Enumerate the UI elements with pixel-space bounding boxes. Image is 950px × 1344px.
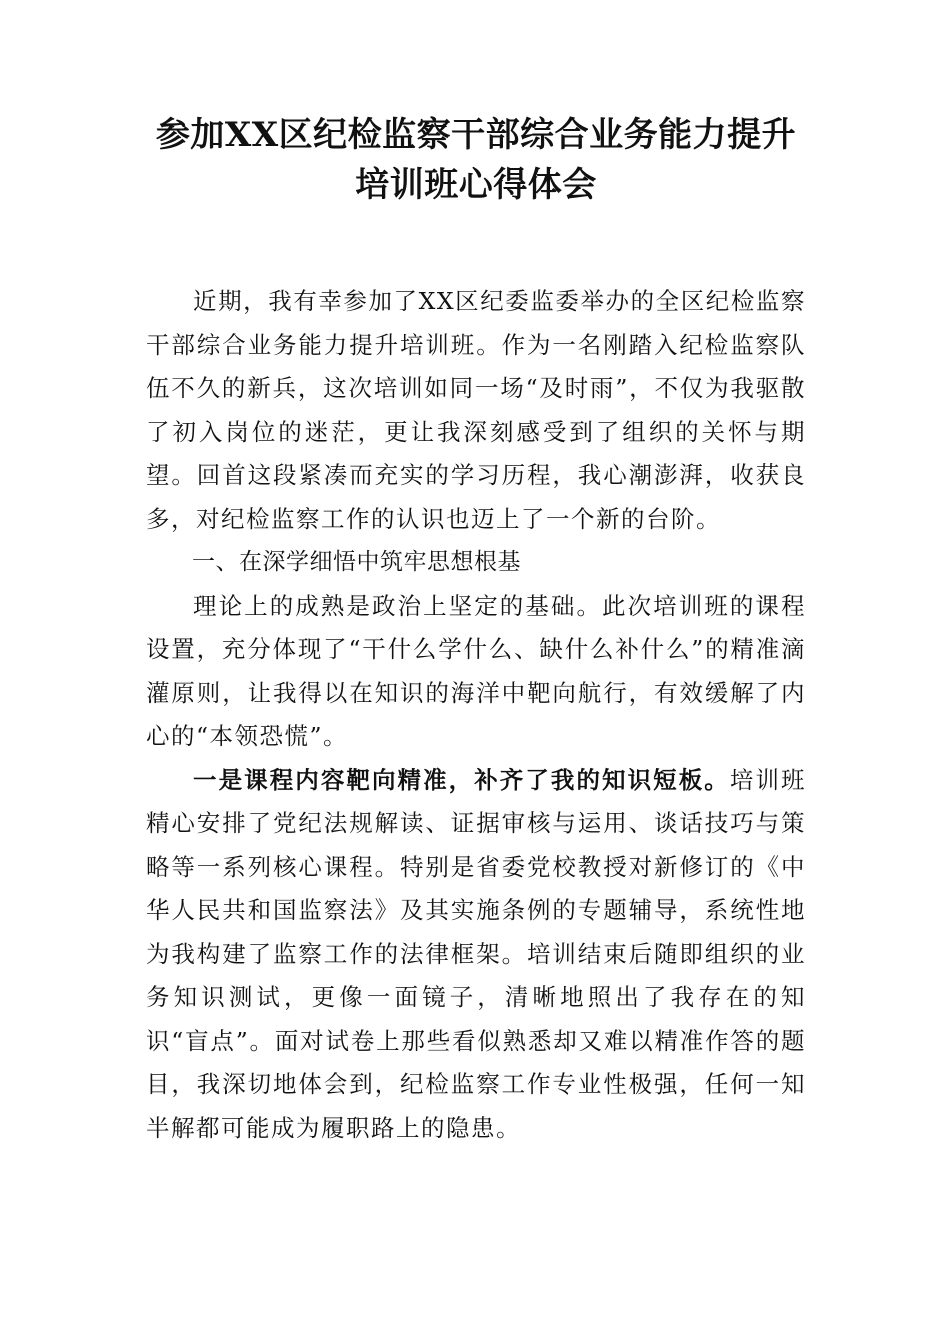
paragraph-intro: [146, 280, 806, 541]
title-line-2: 培训班心得体会: [355, 165, 597, 205]
section-heading-1-text: 一、在深学细悟中筑牢思想根基: [192, 549, 521, 575]
paragraph-course-lead: 一是课程内容靶向精准，补齐了我的知识短板。: [193, 765, 730, 794]
paragraph-theory: [146, 585, 806, 759]
paragraph-intro-text: 近期，我有幸参加了XX区纪委监委举办的全区纪检监察干部综合业务能力提升培训班。作为一名刚踏入纪检监察队伍不久的新兵，这次培训如同一场“及时雨”，不仅为我驱散了初入岗位的迷茫，更让我深刻感受到了组织的关怀与期望。回首这段紧凑而充实的学习历程，我心潮澎湃，收获良多，对纪检监察工作的认识也迈上了一个新的台阶。: [146, 287, 806, 533]
document-body: [146, 280, 806, 1150]
paragraph-course: [146, 759, 806, 1151]
section-heading-1: [146, 541, 806, 585]
paragraph-course-text: 培训班精心安排了党纪法规解读、证据审核与运用、谈话技巧与策略等一系列核心课程。特别是省委党校教授对新修订的《中华人民共和国监察法》及其实施条例的专题辅导，系统性地为我构建了监察工作的法律框架。培训结束后随即组织的业务知识测试，更像一面镜子，清晰地照出了我存在的知识“盲点”。面对试卷上那些看似熟悉却又难以精准作答的题目，我深切地体会到，纪检监察工作专业性极强，任何一知半解都可能成为履职路上的隐患。: [146, 765, 807, 1142]
document-title: [146, 110, 806, 210]
document-page: [146, 110, 806, 1150]
title-line-1: 参加XX区纪检监察干部综合业务能力提升: [155, 115, 797, 155]
paragraph-theory-text: 理论上的成熟是政治上坚定的基础。此次培训班的课程设置，充分体现了“干什么学什么、缺什么补什么”的精准滴灌原则，让我得以在知识的海洋中靶向航行，有效缓解了内心的“本领恐慌”。: [146, 591, 806, 750]
